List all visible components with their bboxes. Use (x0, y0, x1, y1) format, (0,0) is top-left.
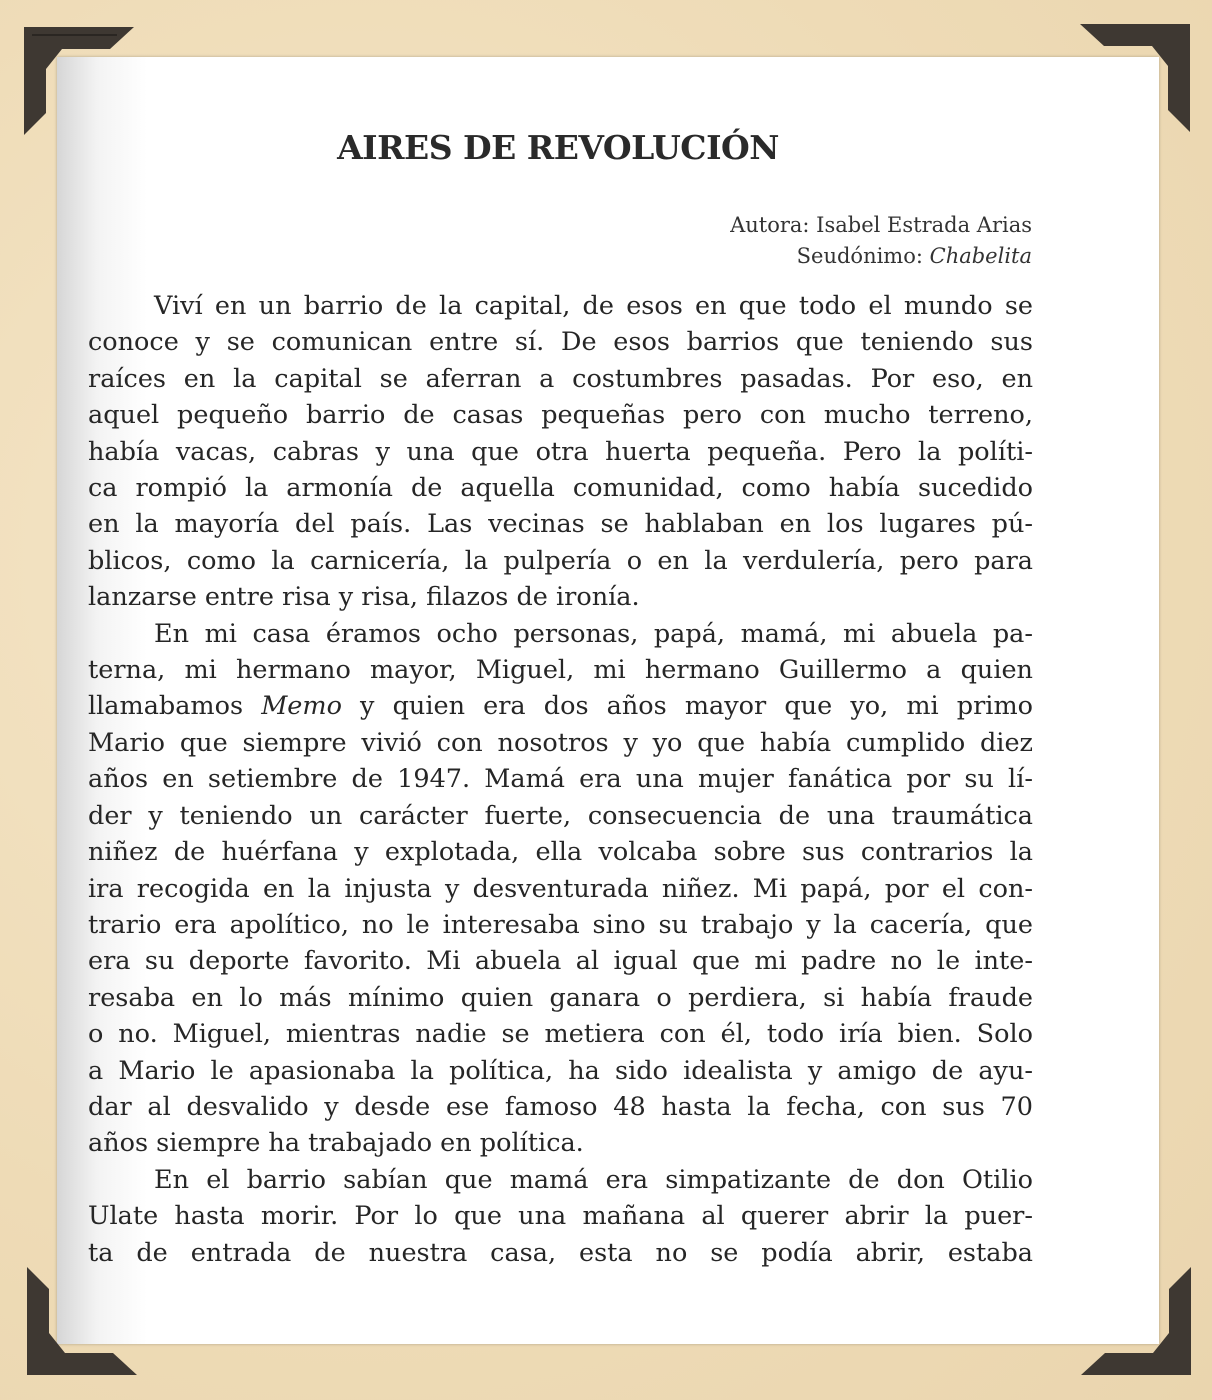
text-line: trario era apolítico, no le interesaba sino su trabajo y la cacería, que (88, 909, 1033, 940)
text-line: años siempre ha trabajado en política. (88, 1128, 584, 1159)
paragraph (88, 1162, 1033, 1271)
text-line: blicos, como la carnicería, la pulpería o en la verdulería, pero para (88, 545, 1033, 576)
text-line: conoce y se comunican entre sí. De esos barrios que teniendo sus (88, 327, 1033, 358)
pseudonym-label: Seudónimo: (796, 244, 930, 268)
text-line: a Mario le apasionaba la política, ha sido idealista y amigo de ayu- (88, 1055, 1033, 1086)
text-line: ira recogida en la injusta y desventurada niñez. Mi papá, por el con- (88, 873, 1033, 904)
pseudonym: Chabelita (929, 244, 1032, 268)
paragraph (88, 616, 1033, 1162)
photo-corner-bottom-left (25, 1265, 140, 1377)
text-line: dar al desvalido y desde ese famoso 48 hasta la fecha, con sus 70 (88, 1091, 1033, 1122)
text-line: terna, mi hermano mayor, Miguel, mi hermano Guillermo a quien (88, 655, 1033, 686)
body-text (88, 288, 1033, 1271)
text-line: llamabamos Memo y quien era dos años mayor que yo, mi primo (88, 691, 1033, 722)
text-line: aquel pequeño barrio de casas pequeñas pero con mucho terreno, (88, 400, 1033, 431)
text-line: En mi casa éramos ocho personas, papá, mamá, mi abuela pa- (154, 618, 1033, 649)
photo-corner-top-left (22, 25, 137, 137)
text-line: ca rompió la armonía de aquella comunidad, como había sucedido (88, 473, 1033, 504)
text-line: ta de entrada de nuestra casa, esta no se podía abrir, estaba (88, 1237, 1033, 1268)
text-line: En el barrio sabían que mamá era simpatizante de don Otilio (154, 1164, 1033, 1195)
text-line: lanzarse entre risa y risa, filazos de ironía. (88, 582, 640, 613)
text-line: Viví en un barrio de la capital, de esos en que todo el mundo se (154, 291, 1033, 321)
author-line: Autora: Isabel Estrada Arias (730, 213, 1032, 237)
text-line: había vacas, cabras y una que otra huerta pequeña. Pero la políti- (88, 436, 1033, 467)
text-line: o no. Miguel, mientras nadie se metiera con él, todo iría bien. Solo (88, 1019, 1033, 1050)
text-line: niñez de huérfana y explotada, ella volcaba sobre sus contrarios la (88, 837, 1033, 868)
paragraph (88, 288, 1033, 616)
text-line: resaba en lo más mínimo quien ganara o perdiera, si había fraude (88, 982, 1033, 1013)
text-line: en la mayoría del país. Las vecinas se hablaban en los lugares pú- (88, 509, 1033, 540)
byline (730, 210, 1032, 272)
photo-corner-bottom-right (1078, 1265, 1193, 1377)
text-line: der y teniendo un carácter fuerte, consecuencia de una traumática (88, 800, 1033, 831)
text-line: años en setiembre de 1947. Mamá era una mujer fanática por su lí- (88, 764, 1033, 795)
page-title: AIRES DE REVOLUCIÓN (337, 128, 779, 167)
text-line: Ulate hasta morir. Por lo que una mañana al querer abrir la puer- (88, 1201, 1033, 1232)
text-line: era su deporte favorito. Mi abuela al igual que mi padre no le inte- (88, 946, 1033, 977)
text-line: raíces en la capital se aferran a costumbres pasadas. Por eso, en (88, 363, 1033, 394)
pseudonym-line (730, 241, 1032, 272)
photo-corner-top-right (1077, 22, 1192, 134)
text-line: Mario que siempre vivió con nosotros y yo que había cumplido diez (88, 727, 1033, 758)
